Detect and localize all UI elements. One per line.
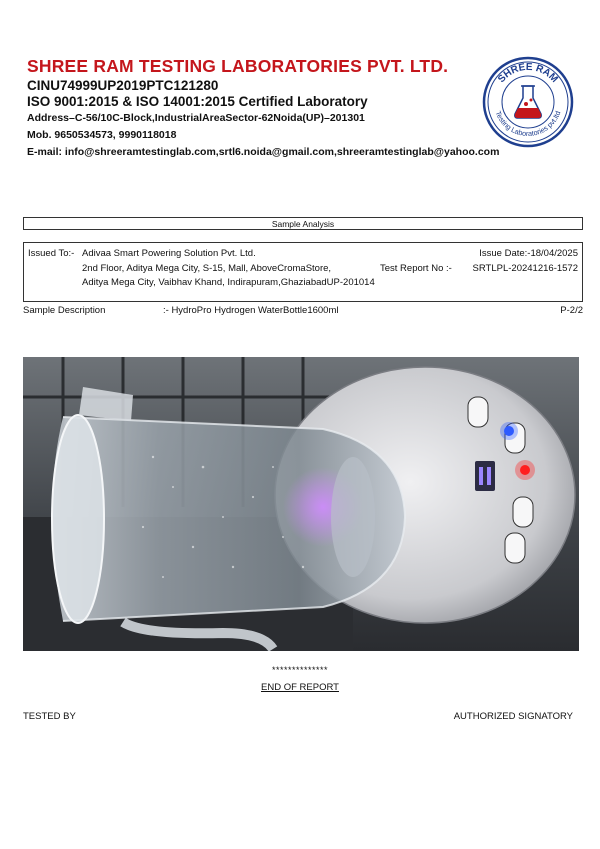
page-number: P-2/2 [560, 305, 583, 316]
test-report-number: SRTLPL-20241216-1572 [472, 263, 578, 274]
company-name: SHREE RAM TESTING LABORATORIES PVT. LTD. [27, 56, 449, 76]
lab-logo-seal [482, 56, 574, 148]
issued-to-address-line2: Aditya Mega City, Vaibhav Khand, Indirapuram,GhaziabadUP-201014 [82, 277, 375, 288]
issued-to-name: Adivaa Smart Powering Solution Pvt. Ltd. [82, 248, 256, 259]
lab-mobile: Mob. 9650534573, 9990118018 [27, 129, 177, 141]
lab-address: Address–C-56/10C-Block,IndustrialAreaSector-62Noida(UP)–201301 [27, 112, 365, 124]
authorized-signatory: AUTHORIZED SIGNATORY [453, 711, 573, 722]
product-photo [23, 357, 579, 651]
lab-email: E-mail: info@shreeramtestinglab.com,srtl6.noida@gmail.com,shreeramtestinglab@yahoo.com [27, 146, 500, 158]
logo-top-text: SHREE RAM [496, 61, 560, 86]
sample-description-value: :- HydroPro Hydrogen WaterBottle1600ml [163, 305, 339, 316]
issued-to-address-line1: 2nd Floor, Aditya Mega City, S-15, Mall, AboveCromaStore, [82, 263, 332, 274]
end-of-report [0, 682, 600, 693]
iso-certification: ISO 9001:2015 & ISO 14001:2015 Certified Laboratory [27, 94, 368, 109]
tested-by: TESTED BY [23, 711, 76, 722]
cin-number: CINU74999UP2019PTC121280 [27, 78, 219, 93]
section-title: Sample Analysis [271, 219, 335, 229]
logo-bottom-text: Testing Laboratories pvt.ltd [493, 109, 563, 139]
issued-to-box [23, 242, 583, 302]
test-report-label: Test Report No :- [380, 263, 452, 274]
section-title-bar [23, 217, 583, 230]
issue-date: Issue Date:-18/04/2025 [479, 248, 578, 259]
issued-to-label: Issued To:- [28, 248, 75, 259]
sample-description-label: Sample Description [23, 305, 106, 316]
end-stars: ************** [271, 665, 329, 675]
end-of-report-text: END OF REPORT [261, 682, 339, 693]
